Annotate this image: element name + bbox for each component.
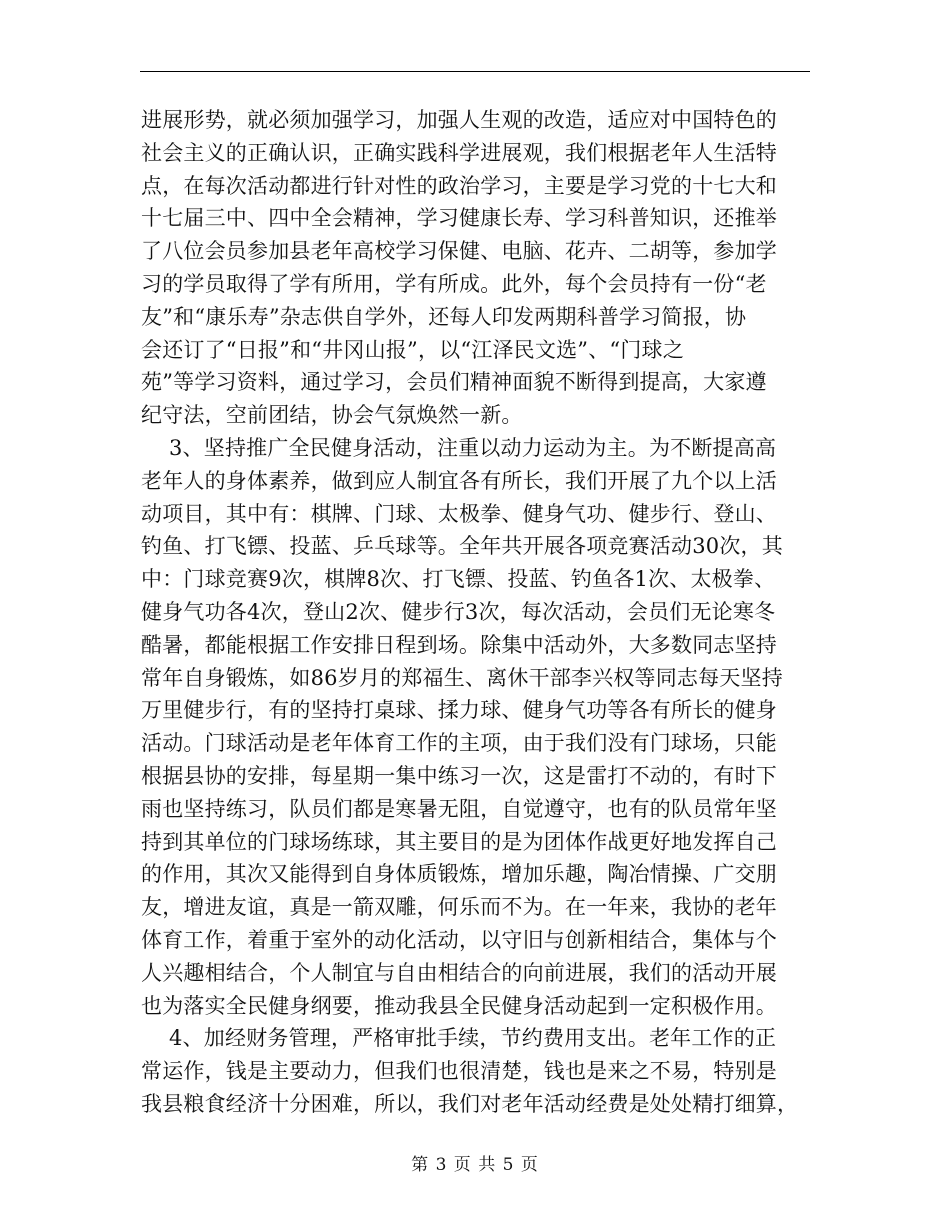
text-line: 也为落实全民健身纲要，推动我县全民健身活动起到一定积极作用。: [141, 993, 777, 1018]
text-line: 点，在每次活动都进行针对性的政治学习，主要是学习党的十七大和: [141, 173, 777, 198]
header-rule: [140, 71, 810, 72]
text-line: 社会主义的正确认识，正确实践科学进展观，我们根据老年人生活特: [141, 140, 777, 165]
text-line: 常年自身锻炼，如86岁月的郑福生、离休干部李兴权等同志每天坚持: [141, 665, 783, 690]
text-line: 了八位会员参加县老年高校学习保健、电脑、花卉、二胡等，参加学: [141, 239, 777, 264]
text-line: 进展形势，就必须加强学习，加强人生观的改造，适应对中国特色的: [141, 108, 777, 132]
text-line: 老年人的身体素养，做到应人制宜各有所长，我们开展了九个以上活: [141, 468, 777, 493]
text-line: 我县粮食经济十分困难，所以，我们对老年活动经费是处处精打细算，: [141, 1091, 799, 1116]
page-footer: 第 3 页 共 5 页: [411, 1155, 539, 1175]
text-line: 人兴趣相结合，个人制宜与自由相结合的向前进展，我们的活动开展: [141, 960, 777, 985]
text-line: 持到其单位的门球场练球，其主要目的是为团体作战更好地发挥自己: [141, 829, 777, 854]
document-body: [141, 104, 813, 1121]
text-line: 万里健步行，有的坚持打桌球、揉力球、健身气功等各有所长的健身: [141, 698, 777, 723]
text-line: 纪守法，空前团结，协会气氛焕然一新。: [141, 403, 523, 428]
text-line: 十七届三中、四中全会精神，学习健康长寿、学习科普知识，还推举: [141, 206, 777, 231]
text-line: 习的学员取得了学有所用，学有所成。此外，每个会员持有一份“老: [141, 271, 767, 296]
text-line: 活动。门球活动是老年体育工作的主项，由于我们没有门球场，只能: [141, 731, 777, 756]
text-line: 友，增进友谊，真是一箭双雕，何乐而不为。在一年来，我协的老年: [141, 895, 777, 920]
text-line: 酷暑，都能根据工作安排日程到场。除集中活动外，大多数同志坚持: [141, 632, 777, 657]
text-line: 会还订了“日报”和“井冈山报”，以“江泽民文选”、“门球之: [141, 337, 684, 362]
text-line: 苑”等学习资料，通过学习，会员们精神面貌不断得到提高，大家遵: [141, 370, 767, 395]
text-line: 友”和“康乐寿”杂志供自学外，还每人印发两期科普学习简报，协: [141, 304, 747, 329]
text-line: 雨也坚持练习，队员们都是寒暑无阻，自觉遵守，也有的队员常年坚: [141, 796, 777, 821]
text-line: 的作用，其次又能得到自身体质锻炼，增加乐趣，陶冶情操、广交朋: [141, 862, 777, 887]
paragraph-3-start: 3、坚持推广全民健身活动，注重以动力运动为主。为不断提高高: [169, 435, 777, 460]
text-line: 根据县协的安排，每星期一集中练习一次，这是雷打不动的，有时下: [141, 763, 777, 788]
text-line: 钓鱼、打飞镖、投蓝、乒乓球等。全年共开展各项竞赛活动30次，其: [141, 534, 783, 559]
text-line: 动项目，其中有：棋牌、门球、太极拳、健身气功、健步行、登山、: [141, 501, 777, 526]
paragraph-4-start: 4、加经财务管理，严格审批手续，节约费用支出。老年工作的正: [169, 1026, 777, 1051]
text-line: 中：门球竞赛9次，棋牌8次、打飞镖、投蓝、钓鱼各1次、太极拳、: [141, 567, 776, 592]
text-line: 常运作，钱是主要动力，但我们也很清楚，钱也是来之不易，特别是: [141, 1059, 777, 1084]
text-line: 健身气功各4次，登山2次、健步行3次，每次活动，会员们无论寒冬: [141, 599, 776, 624]
text-line: 体育工作，着重于室外的动化活动，以守旧与创新相结合，集体与个: [141, 927, 777, 952]
